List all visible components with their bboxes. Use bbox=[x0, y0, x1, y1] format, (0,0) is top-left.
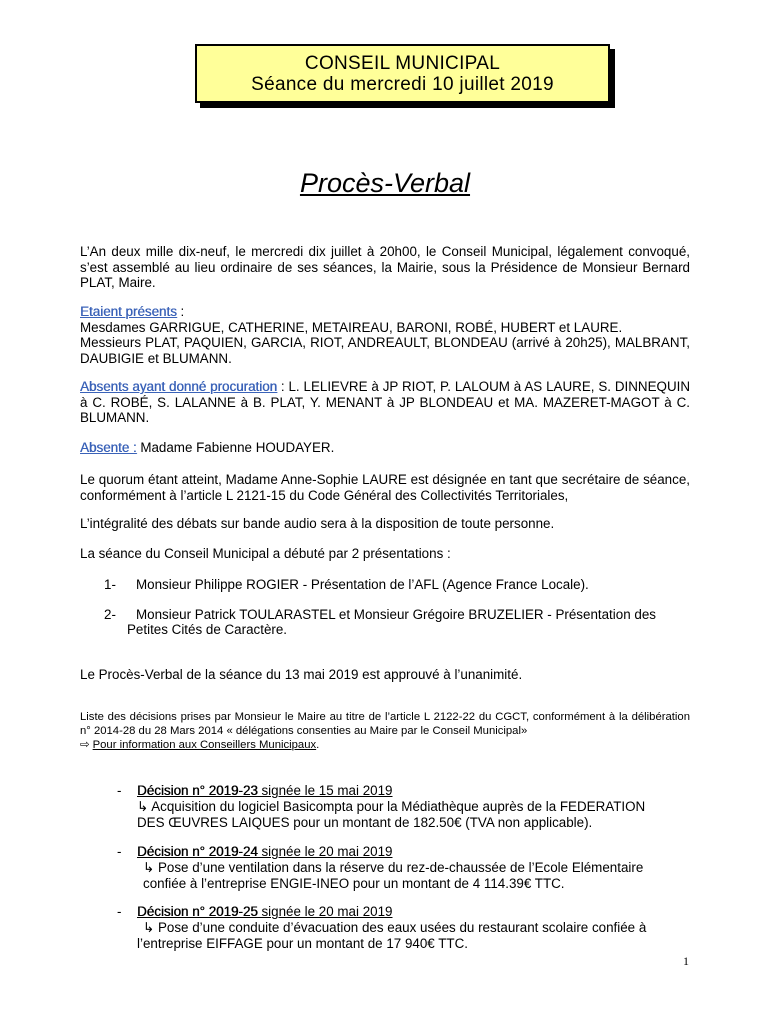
decisions-intro-paragraph bbox=[80, 710, 690, 752]
header-subtitle: Séance du mercredi 10 juillet 2019 bbox=[251, 74, 554, 95]
decision-item bbox=[117, 844, 691, 892]
page-title: Procès-Verbal bbox=[299, 168, 471, 198]
absente-section bbox=[80, 440, 690, 456]
absente-text: Madame Fabienne HOUDAYER. bbox=[136, 440, 335, 455]
decision-signed-date: signée le 15 mai 2019 bbox=[257, 783, 393, 798]
pv-approved-text: Le Procès-Verbal de la séance du 13 mai 2019 est approuvé à l’unanimité. bbox=[80, 667, 523, 682]
integralite-text: L’intégralité des débats sur bande audio sera à la disposition de toute personne. bbox=[80, 516, 555, 531]
list-dash: - bbox=[117, 904, 122, 919]
presentation-number: 1- bbox=[104, 577, 116, 592]
decision-line: Pose d’une ventilation dans la réserve du rez-de-chaussée de l’Ecole Elémentaire bbox=[154, 860, 644, 875]
decision-line: Pose d’une conduite d’évacuation des eaux usées du restaurant scolaire confiée à bbox=[154, 920, 647, 935]
presentation-text: Monsieur Philippe ROGIER - Présentation de l’AFL (Agence France Locale). bbox=[136, 577, 589, 592]
present-heading: Etaient présents bbox=[80, 304, 177, 319]
presentation-number: 2- bbox=[104, 607, 116, 622]
decisions-intro-text: Liste des décisions prises par Monsieur le Maire au titre de l’article L 2122-22 du CGCT, conformément à la délibération n° 2014-28 du 28 Mars 2014 « délégations consenties au Maire par le Conseil Municipal» bbox=[80, 711, 690, 737]
quorum-paragraph bbox=[80, 472, 690, 503]
pv-approved-paragraph bbox=[80, 667, 690, 683]
decision-item bbox=[117, 783, 691, 831]
arrow-right-icon: ⇨ bbox=[80, 739, 90, 751]
page-number: 1 bbox=[683, 954, 689, 968]
decision-line: Acquisition du logiciel Basicompta pour la Médiathèque auprès de la FEDERATION bbox=[148, 799, 646, 814]
absente-colon: : bbox=[132, 440, 137, 455]
present-mesdames: Mesdames GARRIGUE, CATHERINE, METAIREAU, BARONI, ROBÉ, HUBERT et LAURE. bbox=[80, 319, 623, 335]
present-colon: : bbox=[176, 304, 185, 319]
quorum-text: Le quorum étant atteint, Madame Anne-Sophie LAURE est désignée en tant que secrétaire de séance, conformément à l’article L 2121-15 du Code Général des Collectivités Territoriales, bbox=[80, 472, 690, 503]
presentations-intro-paragraph bbox=[80, 546, 690, 562]
present-section bbox=[80, 304, 690, 366]
decisions-info-text: Pour information aux Conseillers Municipaux bbox=[92, 739, 317, 751]
decision-number: Décision n° 2019-24 bbox=[137, 844, 258, 859]
decision-signed-date: signée le 20 mai 2019 bbox=[257, 844, 393, 859]
decision-signed-date: signée le 20 mai 2019 bbox=[257, 904, 393, 919]
decision-number: Décision n° 2019-25 bbox=[137, 904, 258, 919]
absents-proxy-section bbox=[80, 379, 690, 426]
corner-arrow-icon: ↳ bbox=[143, 920, 155, 935]
present-messieurs: Messieurs PLAT, PAQUIEN, GARCIA, RIOT, ANDREAULT, BLONDEAU (arrivé à 20h25), MALBRANT, DAUBIGIE et BLUMANN. bbox=[80, 335, 690, 366]
presentations-intro-text: La séance du Conseil Municipal a débuté par 2 présentations : bbox=[80, 546, 451, 561]
list-dash: - bbox=[117, 783, 122, 798]
corner-arrow-icon: ↳ bbox=[137, 799, 149, 814]
decision-line: l’entreprise EIFFAGE pour un montant de 17 940€ TTC. bbox=[137, 936, 468, 951]
decisions-info-end: . bbox=[316, 739, 320, 751]
presentation-text-continued: Petites Cités de Caractère. bbox=[127, 622, 288, 637]
absente-heading: Absente bbox=[80, 440, 133, 455]
intro-paragraph bbox=[80, 244, 690, 291]
presentation-text: Monsieur Patrick TOULARASTEL et Monsieur Grégoire BRUZELIER - Présentation des bbox=[136, 607, 656, 622]
header-title: CONSEIL MUNICIPAL bbox=[304, 53, 501, 74]
absents-proxy-text: : L. LELIEVRE à JP RIOT, P. LALOUM à AS LAURE, S. DINNEQUIN à C. ROBÉ, S. LALANNE à B. PLAT, Y. MENANT à JP BLONDEAU et MA. MAZERET-MAGOT à C. BLUMANN. bbox=[80, 379, 691, 425]
decision-line: confiée à l’entreprise ENGIE-INEO pour un montant de 4 114.39€ TTC. bbox=[143, 876, 565, 891]
header-box bbox=[195, 44, 610, 103]
list-dash: - bbox=[117, 844, 122, 859]
absents-proxy-heading: Absents ayant donné procuration bbox=[80, 379, 277, 394]
decision-item bbox=[117, 904, 691, 952]
decision-number: Décision n° 2019-23 bbox=[137, 783, 258, 798]
decision-line: DES ŒUVRES LAIQUES pour un montant de 182.50€ (TVA non applicable). bbox=[137, 815, 593, 830]
corner-arrow-icon: ↳ bbox=[143, 860, 155, 875]
intro-text: L’An deux mille dix-neuf, le mercredi dix juillet à 20h00, le Conseil Municipal, légalement convoqué, s’est assemblé au lieu ordinaire de ses séances, la Mairie, sous la Présidence de Monsieur Bernard PLAT, Maire. bbox=[80, 244, 690, 290]
integralite-paragraph bbox=[80, 516, 690, 532]
